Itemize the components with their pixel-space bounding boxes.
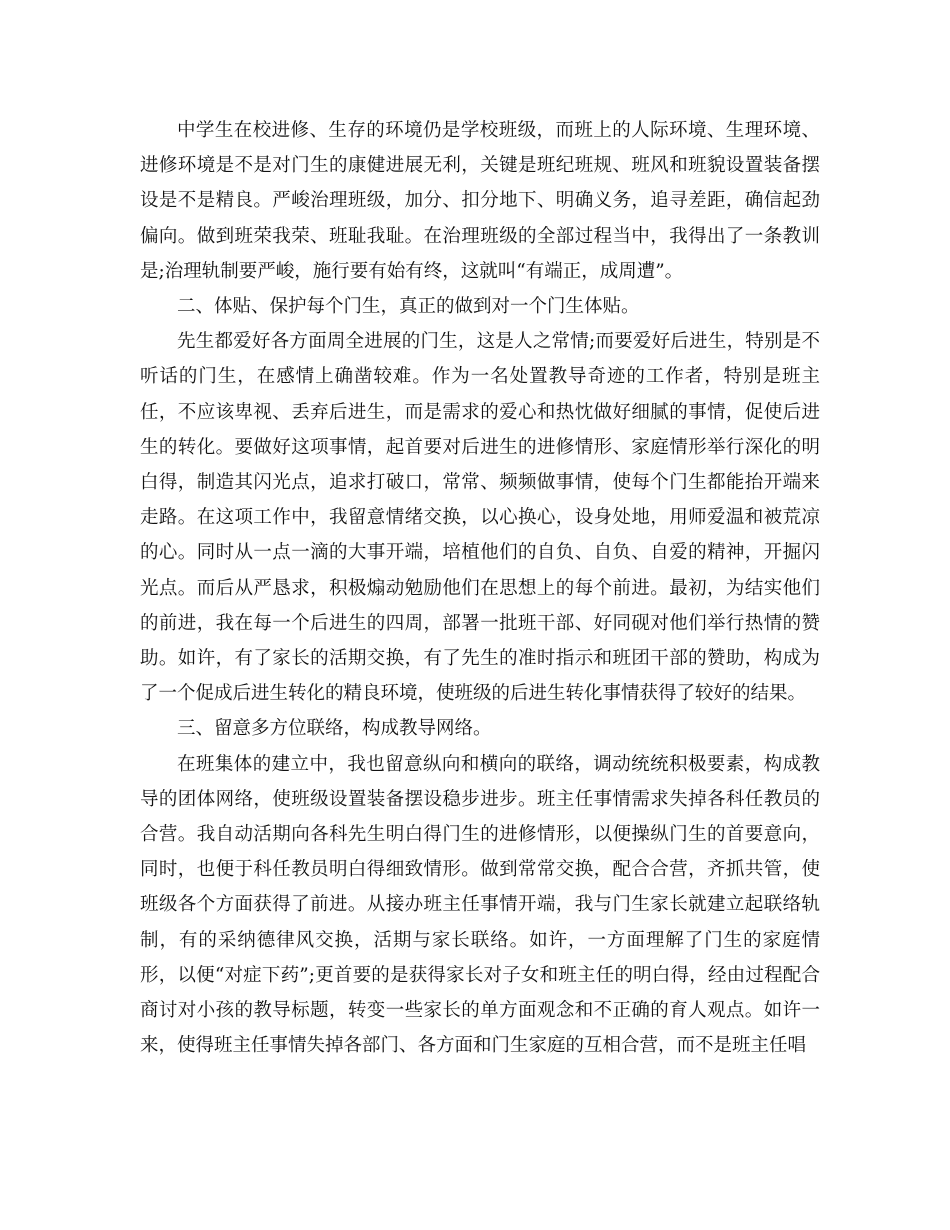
section-heading-education-network: 三、留意多方位联络，构成教导网络。 [177,718,492,740]
section-heading-care-students: 二、体贴、保护每个门生，真正的做到对一个门生体贴。 [177,296,640,318]
body-text [140,113,820,1063]
paragraph-struggling-students: 先生都爱好各方面周全进展的门生，这是人之常情;而要爱好后进生，特别是不听话的门生，在感情上确凿较难。作为一名处置教导奇迹的工作者，特别是班主任，不应该卑视、丢弃后进生，而是需求的爱心和热忱做好细腻的事情，促使后进生的转化。要做好这项事情，起首要对后进生的进修情形、家庭情形举行深化的明白得，制造其闪光点，追求打破口，常常、频频做事情，使每个门生都能抬开端来走路。在这项工作中，我留意情绪交换，以心换心，设身处地，用师爱温和被荒凉的心。同时从一点一滴的大事开端，培植他们的自负、自负、自爱的精神，开掘闪光点。而后从严恳求，积极煽动勉励他们在思想上的每个前进。最初，为结实他们的前进，我在每一个后进生的四周，部署一批班干部、好同砚对他们举行热情的赞助。如许，有了家长的活期交换，有了先生的准时指示和班团干部的赞助，构成为了一个促成后进生转化的精良环境，使班级的后进生转化事情获得了较好的结果。 [140,331,820,705]
paragraph-education-network: 在班集体的建立中，我也留意纵向和横向的联络，调动统统积极要素，构成教导的团体网络，使班级设置装备摆设稳步进步。班主任事情需求失掉各科任教员的合营。我自动活期向各科先生明白得门生的进修情形，以便操纵门生的首要意向，同时，也便于科任教员明白得细致情形。做到常常交换，配合合营，齐抓共管，使班级各个方面获得了前进。从接办班主任事情开端，我与门生家长就建立起联络轨制，有的采纳德律风交换，活期与家长联络。如许，一方面理解了门生的家庭情形，以便“对症下药”;更首要的是获得家长对子女和班主任的明白得，经由过程配合商讨对小孩的教导标题，转变一些家长的单方面观念和不正确的育人观点。如许一来，使得班主任事情失掉各部门、各方面和门生家庭的互相合营，而不是班主任唱 [140,753,820,1057]
paragraph-class-management: 中学生在校进修、生存的环境仍是学校班级，而班上的人际环境、生理环境、进修环境是不是对门生的康健进展无利，关键是班纪班规、班风和班貌设置装备摆设是不是精良。严峻治理班级，加分、扣分地下、明确义务，追寻差距，确信起劲偏向。做到班荣我荣、班耻我耻。在治理班级的全部过程当中，我得出了一条教训是;治理轨制要严峻，施行要有始有终，这就叫“有端正，成周遭”。 [140,120,820,282]
